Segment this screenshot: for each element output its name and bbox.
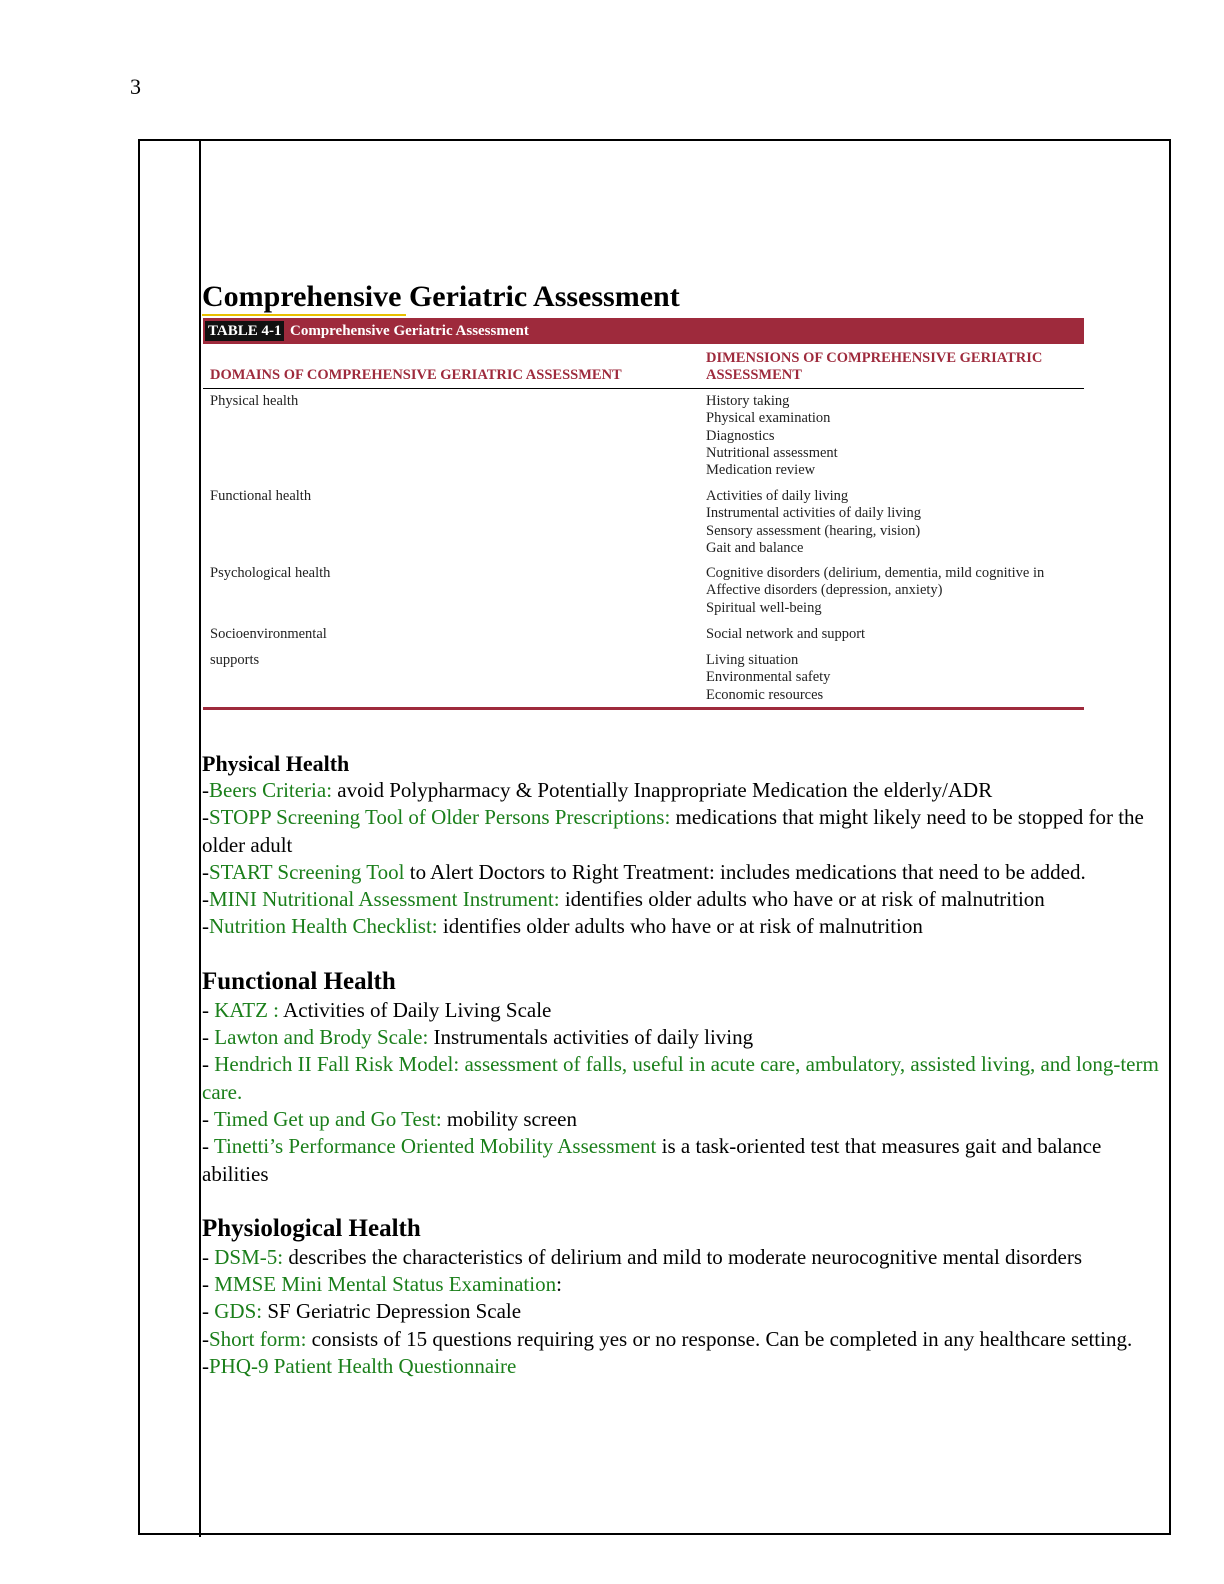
dimension-item: Spiritual well-being bbox=[706, 599, 822, 616]
list-item: - Timed Get up and Go Test: mobility screen bbox=[202, 1106, 577, 1131]
tool-name: Nutrition Health Checklist: bbox=[209, 914, 438, 939]
dimension-item: Nutritional assessment bbox=[706, 444, 838, 461]
tool-name: Lawton and Brody Scale: bbox=[214, 1025, 429, 1050]
table-row-dimensions bbox=[706, 393, 1084, 479]
table-row-domain: Functional health bbox=[210, 488, 312, 504]
tool-name: Beers Criteria: bbox=[209, 778, 333, 802]
table-row-dimensions bbox=[706, 565, 1084, 617]
title-underline bbox=[202, 314, 406, 316]
dimension-item: Sensory assessment (hearing, vision) bbox=[706, 522, 921, 539]
tool-name: START Screening Tool bbox=[209, 859, 405, 884]
column-header-dimensions-line2: ASSESSMENT bbox=[706, 367, 802, 383]
list-item: -STOPP Screening Tool of Older Persons Prescriptions: medications that might likely need to be stopped for the older adult bbox=[202, 805, 1144, 857]
frame-divider-top bbox=[199, 139, 201, 711]
dimension-item: Activities of daily living bbox=[706, 488, 849, 504]
table-caption: Comprehensive Geriatric Assessment bbox=[290, 323, 529, 339]
list-item: - KATZ : Activities of Daily Living Scale bbox=[202, 997, 552, 1022]
tool-name: Tinetti’s Performance Oriented Mobility Assessment bbox=[213, 1134, 657, 1159]
notes-body bbox=[202, 750, 1162, 1380]
tool-name: Short form: bbox=[209, 1326, 307, 1351]
dimension-item: Living situation bbox=[706, 652, 799, 668]
list-item: -Nutrition Health Checklist: identifies older adults who have or at risk of malnutrition bbox=[202, 914, 923, 939]
table-row-dimensions bbox=[706, 488, 1084, 557]
table-row-dimensions bbox=[706, 626, 1084, 643]
dimension-item: Gait and balance bbox=[706, 539, 804, 556]
dimension-item: History taking bbox=[706, 393, 790, 409]
list-item: -PHQ-9 Patient Health Questionnaire bbox=[202, 1354, 517, 1379]
tool-name: KATZ : bbox=[214, 997, 279, 1022]
list-item: -Short form: consists of 15 questions requiring yes or no response. Can be completed in any healthcare setting. bbox=[202, 1326, 1133, 1351]
dimension-item: Physical examination bbox=[706, 410, 831, 427]
list-item: - DSM-5: describes the characteristics of delirium and mild to moderate neurocognitive mental disorders bbox=[202, 1244, 1083, 1269]
tool-name: STOPP Screening Tool of Older Persons Prescriptions: bbox=[209, 805, 671, 830]
list-item: -START Screening Tool to Alert Doctors to Right Treatment: includes medications that need to be added. bbox=[202, 859, 1086, 884]
table-row-domain: Socioenvironmental bbox=[210, 626, 327, 642]
list-item: - Tinetti’s Performance Oriented Mobility Assessment is a task-oriented test that measures gait and balance abilities bbox=[202, 1134, 1102, 1186]
section-heading-physical-health: Physical Health bbox=[202, 751, 350, 776]
table-tag: TABLE 4-1 bbox=[205, 321, 284, 341]
tool-name: MINI Nutritional Assessment Instrument: bbox=[209, 887, 560, 912]
tool-name: Hendrich II Fall Risk Model: assessment of falls, useful in acute care, ambulatory, assisted living, and long-term care. bbox=[202, 1052, 1159, 1104]
tool-name: PHQ-9 Patient Health Questionnaire bbox=[209, 1354, 517, 1379]
dimension-item: Social network and support bbox=[706, 626, 866, 642]
dimension-item: Affective disorders (depression, anxiety) bbox=[706, 582, 943, 599]
column-header-dimensions-line1: DIMENSIONS OF COMPREHENSIVE GERIATRIC bbox=[706, 350, 1043, 366]
table-row-domain: supports bbox=[210, 652, 260, 668]
list-item: - Lawton and Brody Scale: Instrumentals activities of daily living bbox=[202, 1025, 754, 1050]
column-header-dimensions bbox=[706, 350, 1084, 384]
page-number: 3 bbox=[130, 74, 141, 99]
tool-name: DSM-5: bbox=[214, 1244, 284, 1269]
dimension-item: Instrumental activities of daily living bbox=[706, 505, 922, 522]
list-item: - GDS: SF Geriatric Depression Scale bbox=[202, 1299, 522, 1324]
frame-divider-bottom bbox=[199, 711, 201, 1537]
dimension-item: Medication review bbox=[706, 462, 816, 479]
list-item: -MINI Nutritional Assessment Instrument: identifies older adults who have or at risk of malnutrition bbox=[202, 887, 1045, 912]
list-item: - Hendrich II Fall Risk Model: assessment of falls, useful in acute care, ambulatory, assisted living, and long-term care. bbox=[202, 1052, 1159, 1104]
list-item: -Beers Criteria: avoid Polypharmacy & Potentially Inappropriate Medication the elderly/ADR bbox=[202, 778, 993, 802]
page-title: Comprehensive Geriatric Assessment bbox=[202, 280, 680, 313]
tool-name: GDS: bbox=[214, 1299, 263, 1324]
table-header-rule bbox=[203, 388, 1084, 389]
list-item: - MMSE Mini Mental Status Examination: bbox=[202, 1272, 562, 1297]
dimension-item: Environmental safety bbox=[706, 669, 831, 686]
dimension-item: Economic resources bbox=[706, 686, 824, 703]
table-row-domain: Psychological health bbox=[210, 565, 331, 581]
section-heading-functional-health: Functional Health bbox=[202, 967, 396, 995]
dimension-item: Cognitive disorders (delirium, dementia, mild cognitive in bbox=[706, 565, 1045, 581]
tool-name: MMSE Mini Mental Status Examination bbox=[214, 1272, 557, 1297]
dimension-item: Diagnostics bbox=[706, 427, 775, 444]
table-row-domain: Physical health bbox=[210, 393, 299, 409]
tool-name: Timed Get up and Go Test: bbox=[213, 1106, 442, 1131]
table-row-dimensions bbox=[706, 652, 1084, 704]
table-bottom-rule bbox=[203, 707, 1084, 710]
column-header-domains: DOMAINS OF COMPREHENSIVE GERIATRIC ASSESSMENT bbox=[210, 367, 622, 383]
section-heading-physiological-health: Physiological Health bbox=[202, 1214, 421, 1242]
